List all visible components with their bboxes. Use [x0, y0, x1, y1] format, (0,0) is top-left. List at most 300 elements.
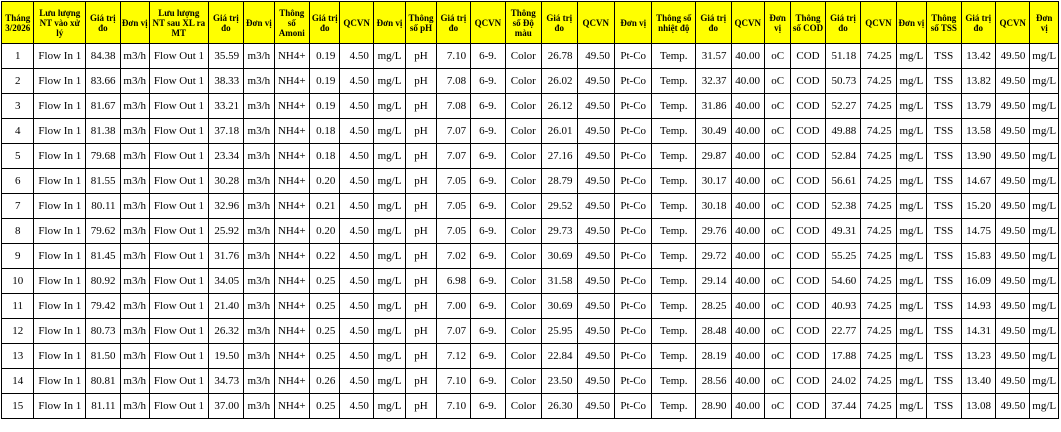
table-cell: 6-9. [471, 119, 505, 144]
table-cell: 32.37 [696, 69, 731, 94]
table-cell: 80.92 [86, 269, 120, 294]
table-cell: Flow In 1 [34, 94, 86, 119]
table-cell: 49.50 [577, 119, 614, 144]
table-cell: mg/L [1030, 144, 1059, 169]
table-cell: Temp. [652, 394, 696, 419]
table-cell: 14 [2, 369, 34, 394]
table-cell: 40.93 [825, 294, 860, 319]
table-cell: 31.76 [208, 244, 243, 269]
color-qcvn-header: QCVN [577, 2, 614, 44]
table-cell: 84.38 [86, 44, 120, 69]
table-cell: TSS [927, 219, 961, 244]
table-cell: 49.50 [577, 269, 614, 294]
table-cell: 21.40 [208, 294, 243, 319]
table-cell: 29.14 [696, 269, 731, 294]
table-cell: Flow In 1 [34, 319, 86, 344]
table-cell: m3/h [244, 294, 274, 319]
table-cell: Pt-Co [614, 319, 651, 344]
table-cell: m3/h [120, 269, 149, 294]
table-cell: 7.02 [436, 244, 470, 269]
table-cell: mg/L [373, 194, 405, 219]
table-cell: 22.84 [542, 344, 577, 369]
color-label-header: Thông số Độ màu [505, 2, 541, 44]
table-cell: 81.67 [86, 94, 120, 119]
table-cell: 4.50 [340, 94, 373, 119]
table-cell: oC [764, 244, 790, 269]
table-cell: mg/L [1030, 369, 1059, 394]
table-cell: 30.69 [542, 294, 577, 319]
table-cell: 0.18 [310, 119, 340, 144]
table-cell: Pt-Co [614, 394, 651, 419]
table-cell: 28.56 [696, 369, 731, 394]
table-cell: 49.50 [995, 169, 1029, 194]
table-cell: NH4+ [274, 244, 309, 269]
table-cell: oC [764, 269, 790, 294]
table-cell: COD [791, 119, 825, 144]
table-cell: mg/L [373, 269, 405, 294]
table-cell: NH4+ [274, 119, 309, 144]
table-cell: mg/L [896, 194, 926, 219]
table-cell: 52.27 [825, 94, 860, 119]
table-row [2, 119, 1059, 144]
table-row [2, 144, 1059, 169]
table-cell: 40.00 [731, 94, 764, 119]
table-cell: 40.00 [731, 44, 764, 69]
table-cell: 49.50 [577, 394, 614, 419]
table-cell: 37.00 [208, 394, 243, 419]
table-cell: 74.25 [861, 144, 896, 169]
table-cell: 14.75 [961, 219, 995, 244]
table-cell: m3/h [244, 344, 274, 369]
table-cell: pH [406, 319, 436, 344]
table-cell: NH4+ [274, 319, 309, 344]
table-cell: 4.50 [340, 69, 373, 94]
table-cell: NH4+ [274, 69, 309, 94]
table-cell: Temp. [652, 269, 696, 294]
table-cell: TSS [927, 294, 961, 319]
table-cell: 26.12 [542, 94, 577, 119]
table-cell: 6.98 [436, 269, 470, 294]
table-cell: 4.50 [340, 144, 373, 169]
table-cell: Color [505, 44, 541, 69]
table-cell: 74.25 [861, 244, 896, 269]
table-cell: m3/h [120, 69, 149, 94]
table-row [2, 294, 1059, 319]
table-cell: Flow Out 1 [149, 269, 208, 294]
table-cell: 52.84 [825, 144, 860, 169]
table-cell: TSS [927, 69, 961, 94]
table-cell: 5 [2, 144, 34, 169]
table-cell: m3/h [244, 394, 274, 419]
table-cell: 74.25 [861, 169, 896, 194]
table-cell: m3/h [120, 394, 149, 419]
ammonia-qcvn-header: QCVN [340, 2, 373, 44]
table-cell: 49.50 [995, 294, 1029, 319]
table-cell: mg/L [373, 294, 405, 319]
table-cell: 80.81 [86, 369, 120, 394]
table-cell: 0.25 [310, 294, 340, 319]
table-cell: 6-9. [471, 219, 505, 244]
temp-qcvn-header: QCVN [731, 2, 764, 44]
table-cell: Pt-Co [614, 269, 651, 294]
table-cell: mg/L [896, 394, 926, 419]
table-cell: TSS [927, 369, 961, 394]
table-row [2, 94, 1059, 119]
table-row [2, 69, 1059, 94]
table-cell: 14.93 [961, 294, 995, 319]
table-cell: 7.08 [436, 69, 470, 94]
table-cell: 40.00 [731, 319, 764, 344]
table-cell: Color [505, 119, 541, 144]
table-cell: 49.50 [995, 119, 1029, 144]
table-cell: 4.50 [340, 169, 373, 194]
table-cell: 49.50 [577, 294, 614, 319]
table-cell: mg/L [373, 344, 405, 369]
table-cell: oC [764, 394, 790, 419]
table-cell: 7.10 [436, 369, 470, 394]
cod-label-header: Thông số COD [791, 2, 825, 44]
table-cell: 29.76 [696, 219, 731, 244]
table-cell: mg/L [1030, 294, 1059, 319]
table-cell: 0.18 [310, 144, 340, 169]
table-cell: 4.50 [340, 44, 373, 69]
table-cell: 81.45 [86, 244, 120, 269]
table-cell: 74.25 [861, 369, 896, 394]
table-cell: 23.34 [208, 144, 243, 169]
table-cell: 49.50 [577, 244, 614, 269]
table-cell: NH4+ [274, 269, 309, 294]
table-cell: 6-9. [471, 344, 505, 369]
table-cell: 28.25 [696, 294, 731, 319]
table-cell: mg/L [896, 144, 926, 169]
table-cell: Temp. [652, 144, 696, 169]
table-cell: Color [505, 144, 541, 169]
table-cell: 40.00 [731, 219, 764, 244]
table-cell: m3/h [120, 144, 149, 169]
table-cell: 31.86 [696, 94, 731, 119]
table-cell: 49.50 [577, 369, 614, 394]
table-cell: 50.73 [825, 69, 860, 94]
table-cell: Flow Out 1 [149, 344, 208, 369]
table-cell: mg/L [896, 319, 926, 344]
table-cell: 80.73 [86, 319, 120, 344]
table-cell: 0.20 [310, 169, 340, 194]
flow-in-value-header: Giá trị đo [86, 2, 120, 44]
table-cell: NH4+ [274, 194, 309, 219]
table-cell: 74.25 [861, 219, 896, 244]
table-cell: 4.50 [340, 319, 373, 344]
table-cell: 13 [2, 344, 34, 369]
flow-out-label-header: Lưu lượng NT sau XL ra MT [149, 2, 208, 44]
flow-out-unit-header: Đơn vị [244, 2, 274, 44]
table-cell: COD [791, 344, 825, 369]
table-cell: Flow In 1 [34, 244, 86, 269]
table-cell: 49.50 [577, 44, 614, 69]
table-cell: Color [505, 94, 541, 119]
table-cell: 49.88 [825, 119, 860, 144]
ph-qcvn-header: QCVN [471, 2, 505, 44]
table-cell: pH [406, 44, 436, 69]
table-row [2, 44, 1059, 69]
table-cell: m3/h [244, 69, 274, 94]
table-cell: m3/h [120, 194, 149, 219]
table-cell: 29.52 [542, 194, 577, 219]
table-cell: Flow In 1 [34, 144, 86, 169]
table-cell: 74.25 [861, 194, 896, 219]
table-cell: m3/h [244, 94, 274, 119]
table-cell: m3/h [244, 369, 274, 394]
table-cell: oC [764, 319, 790, 344]
table-cell: 40.00 [731, 394, 764, 419]
table-cell: mg/L [373, 69, 405, 94]
table-cell: m3/h [244, 119, 274, 144]
flow-in-label-header: Lưu lượng NT vào xử lý [34, 2, 86, 44]
table-cell: 31.58 [542, 269, 577, 294]
table-row [2, 219, 1059, 244]
table-cell: 0.22 [310, 244, 340, 269]
table-cell: 11 [2, 294, 34, 319]
table-cell: NH4+ [274, 369, 309, 394]
tss-unit-header: Đơn vị [1030, 2, 1059, 44]
table-cell: 0.25 [310, 394, 340, 419]
table-cell: COD [791, 69, 825, 94]
table-cell: Pt-Co [614, 119, 651, 144]
table-cell: COD [791, 294, 825, 319]
table-cell: m3/h [120, 344, 149, 369]
table-cell: 74.25 [861, 394, 896, 419]
table-cell: 14.67 [961, 169, 995, 194]
table-cell: 0.25 [310, 344, 340, 369]
table-cell: Pt-Co [614, 69, 651, 94]
table-cell: Color [505, 344, 541, 369]
table-cell: 74.25 [861, 269, 896, 294]
table-cell: 0.21 [310, 194, 340, 219]
table-cell: oC [764, 69, 790, 94]
table-body [2, 44, 1059, 419]
table-cell: Temp. [652, 194, 696, 219]
table-cell: 19.50 [208, 344, 243, 369]
table-cell: pH [406, 69, 436, 94]
table-cell: m3/h [120, 219, 149, 244]
table-cell: pH [406, 169, 436, 194]
temp-unit-header: Đơn vị [764, 2, 790, 44]
table-cell: 49.50 [577, 194, 614, 219]
table-cell: 40.00 [731, 269, 764, 294]
table-cell: Color [505, 319, 541, 344]
table-cell: Pt-Co [614, 294, 651, 319]
table-cell: 4.50 [340, 344, 373, 369]
table-cell: 7.05 [436, 169, 470, 194]
table-cell: 74.25 [861, 44, 896, 69]
table-cell: 49.50 [577, 319, 614, 344]
table-cell: NH4+ [274, 144, 309, 169]
table-cell: m3/h [120, 319, 149, 344]
table-cell: 6-9. [471, 394, 505, 419]
table-cell: 32.96 [208, 194, 243, 219]
table-cell: mg/L [896, 44, 926, 69]
table-cell: 0.20 [310, 219, 340, 244]
table-cell: mg/L [373, 394, 405, 419]
table-cell: 10 [2, 269, 34, 294]
table-cell: oC [764, 94, 790, 119]
table-cell: COD [791, 369, 825, 394]
tss-value-header: Giá trị đo [961, 2, 995, 44]
table-cell: 7.05 [436, 194, 470, 219]
table-cell: 26.02 [542, 69, 577, 94]
ammonia-value-header: Giá trị đo [310, 2, 340, 44]
color-unit-header: Đơn vị [614, 2, 651, 44]
table-cell: Color [505, 219, 541, 244]
table-cell: 25.92 [208, 219, 243, 244]
table-cell: 34.73 [208, 369, 243, 394]
table-cell: NH4+ [274, 44, 309, 69]
table-cell: pH [406, 269, 436, 294]
table-cell: 0.26 [310, 369, 340, 394]
table-cell: 49.50 [995, 44, 1029, 69]
table-cell: 55.25 [825, 244, 860, 269]
ph-value-header: Giá trị đo [436, 2, 470, 44]
table-cell: 51.18 [825, 44, 860, 69]
table-cell: oC [764, 294, 790, 319]
table-cell: 52.38 [825, 194, 860, 219]
table-cell: Color [505, 269, 541, 294]
table-cell: TSS [927, 119, 961, 144]
table-cell: 14.31 [961, 319, 995, 344]
table-cell: 6-9. [471, 169, 505, 194]
table-cell: mg/L [373, 119, 405, 144]
table-cell: 49.50 [995, 194, 1029, 219]
flow-out-value-header: Giá trị đo [208, 2, 243, 44]
table-cell: Flow In 1 [34, 369, 86, 394]
table-cell: Flow Out 1 [149, 44, 208, 69]
table-cell: 49.50 [577, 169, 614, 194]
table-cell: oC [764, 119, 790, 144]
table-cell: COD [791, 269, 825, 294]
table-cell: 49.50 [995, 394, 1029, 419]
table-cell: 28.79 [542, 169, 577, 194]
temp-value-header: Giá trị đo [696, 2, 731, 44]
table-cell: 81.11 [86, 394, 120, 419]
table-cell: 6-9. [471, 194, 505, 219]
table-cell: 6-9. [471, 369, 505, 394]
table-cell: Flow Out 1 [149, 69, 208, 94]
table-cell: m3/h [120, 169, 149, 194]
table-cell: mg/L [373, 219, 405, 244]
table-cell: Flow In 1 [34, 44, 86, 69]
table-cell: 2 [2, 69, 34, 94]
water-monitoring-table [1, 1, 1059, 419]
table-cell: oC [764, 344, 790, 369]
table-cell: 7.07 [436, 319, 470, 344]
table-cell: 74.25 [861, 344, 896, 369]
table-cell: Temp. [652, 44, 696, 69]
table-cell: 13.40 [961, 369, 995, 394]
table-cell: 74.25 [861, 119, 896, 144]
table-cell: 4 [2, 119, 34, 144]
table-row [2, 169, 1059, 194]
table-cell: 13.82 [961, 69, 995, 94]
table-cell: 49.50 [995, 369, 1029, 394]
table-cell: Pt-Co [614, 194, 651, 219]
table-cell: 49.50 [995, 244, 1029, 269]
tss-qcvn-header: QCVN [995, 2, 1029, 44]
table-cell: 30.28 [208, 169, 243, 194]
table-cell: 49.50 [577, 344, 614, 369]
table-cell: 30.69 [542, 244, 577, 269]
table-cell: COD [791, 44, 825, 69]
table-cell: 26.30 [542, 394, 577, 419]
cod-unit-header: Đơn vị [896, 2, 926, 44]
table-cell: m3/h [244, 144, 274, 169]
table-cell: Flow Out 1 [149, 319, 208, 344]
table-row [2, 194, 1059, 219]
table-cell: TSS [927, 394, 961, 419]
table-cell: mg/L [896, 244, 926, 269]
table-cell: 74.25 [861, 94, 896, 119]
table-cell: TSS [927, 169, 961, 194]
table-cell: NH4+ [274, 394, 309, 419]
tss-label-header: Thông số TSS [927, 2, 961, 44]
table-cell: Pt-Co [614, 94, 651, 119]
table-cell: Pt-Co [614, 369, 651, 394]
table-cell: 81.50 [86, 344, 120, 369]
table-cell: m3/h [244, 319, 274, 344]
table-cell: 24.02 [825, 369, 860, 394]
table-cell: m3/h [244, 169, 274, 194]
table-cell: 40.00 [731, 344, 764, 369]
flow-in-unit-header: Đơn vị [120, 2, 149, 44]
table-cell: Flow Out 1 [149, 169, 208, 194]
table-cell: COD [791, 94, 825, 119]
table-cell: mg/L [896, 344, 926, 369]
table-cell: 81.38 [86, 119, 120, 144]
table-cell: COD [791, 244, 825, 269]
table-cell: 7.12 [436, 344, 470, 369]
table-cell: Flow In 1 [34, 194, 86, 219]
table-cell: Temp. [652, 169, 696, 194]
header-row [2, 2, 1059, 44]
table-cell: TSS [927, 44, 961, 69]
table-cell: 37.44 [825, 394, 860, 419]
table-cell: 26.32 [208, 319, 243, 344]
table-cell: Flow Out 1 [149, 144, 208, 169]
table-cell: mg/L [896, 69, 926, 94]
table-cell: Flow Out 1 [149, 394, 208, 419]
table-cell: 15 [2, 394, 34, 419]
table-cell: Color [505, 69, 541, 94]
table-cell: 49.31 [825, 219, 860, 244]
table-cell: 1 [2, 44, 34, 69]
cod-value-header: Giá trị đo [825, 2, 860, 44]
table-cell: 40.00 [731, 119, 764, 144]
table-cell: mg/L [1030, 119, 1059, 144]
cod-qcvn-header: QCVN [861, 2, 896, 44]
table-cell: 80.11 [86, 194, 120, 219]
table-cell: m3/h [120, 119, 149, 144]
table-cell: mg/L [1030, 219, 1059, 244]
table-cell: Flow In 1 [34, 169, 86, 194]
table-cell: 13.79 [961, 94, 995, 119]
table-cell: 6-9. [471, 44, 505, 69]
table-cell: TSS [927, 269, 961, 294]
table-cell: 79.68 [86, 144, 120, 169]
table-cell: Flow In 1 [34, 344, 86, 369]
table-cell: mg/L [1030, 244, 1059, 269]
table-cell: 4.50 [340, 269, 373, 294]
table-cell: m3/h [120, 369, 149, 394]
table-cell: 12 [2, 319, 34, 344]
table-cell: m3/h [244, 219, 274, 244]
